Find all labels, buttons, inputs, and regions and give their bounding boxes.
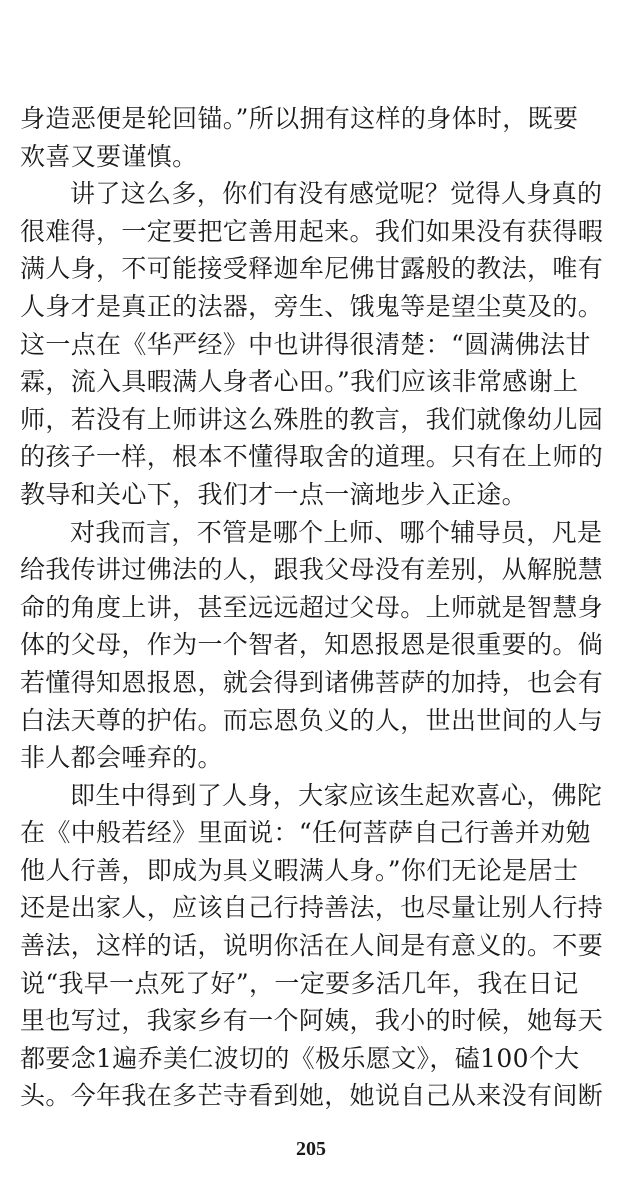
text-line: 霖，流入具暇满人身者心田。”我们应该非常感谢上 (20, 367, 579, 397)
text-line: 这一点在《华严经》中也讲得很清楚：“圆满佛法甘 (20, 329, 591, 359)
text-line: 命的角度上讲，甚至远远超过父母。上师就是智慧身 (20, 592, 604, 622)
text-line: 非人都会唾弃的。 (20, 743, 223, 773)
text-line: 他人行善，即成为具义暇满人身。”你们无论是居士 (20, 855, 579, 885)
text-line: 在《中般若经》里面说：“任何菩萨自己行善并劝勉 (20, 818, 591, 848)
text-line: 体的父母，作为一个智者，知恩报恩是很重要的。倘 (20, 630, 604, 660)
text-line: 头。今年我在多芒寺看到她，她说自己从来没有间断 (20, 1081, 604, 1111)
paragraph-start-line: 讲了这么多，你们有没有感觉呢？觉得人身真的 (70, 179, 603, 209)
text-line: 教导和关心下，我们才一点一滴地步入正途。 (20, 479, 528, 509)
text-line: 都要念1遍乔美仁波切的《极乐愿文》，磕100个大 (20, 1043, 580, 1073)
text-line: 里也写过，我家乡有一个阿姨，我小的时候，她每天 (20, 1006, 604, 1036)
page-body (20, 100, 610, 1115)
text-line: 白法天尊的护佑。而忘恩负义的人，世出世间的人与 (20, 705, 604, 735)
text-line: 满人身，不可能接受释迦牟尼佛甘露般的教法，唯有 (20, 254, 604, 284)
text-line: 人身才是真正的法器，旁生、饿鬼等是望尘莫及的。 (20, 291, 604, 321)
text-line: 善法，这样的话，说明你活在人间是有意义的。不要 (20, 931, 604, 961)
text-line: 欢喜又要谨慎。 (20, 141, 198, 171)
text-line: 身造恶便是轮回锚。”所以拥有这样的身体时，既要 (20, 104, 579, 133)
paragraph-start-line: 对我而言，不管是哪个上师、哪个辅导员，凡是 (70, 517, 603, 547)
text-line: 的孩子一样，根本不懂得取舍的道理。只有在上师的 (20, 442, 604, 472)
text-line: 若懂得知恩报恩，就会得到诸佛菩萨的加持，也会有 (20, 667, 604, 697)
page-number: 205 (296, 1138, 326, 1160)
text-line: 很难得，一定要把它善用起来。我们如果没有获得暇 (20, 216, 604, 246)
paragraph-start-line: 即生中得到了人身，大家应该生起欢喜心，佛陀 (70, 780, 603, 810)
text-line: 师，若没有上师讲这么殊胜的教言，我们就像幼儿园 (20, 404, 604, 434)
text-line: 给我传讲过佛法的人，跟我父母没有差别，从解脱慧 (20, 555, 604, 585)
text-line: 还是出家人，应该自己行持善法，也尽量让别人行持 (20, 893, 604, 923)
text-line: 说“我早一点死了好”，一定要多活几年，我在日记 (20, 968, 579, 998)
